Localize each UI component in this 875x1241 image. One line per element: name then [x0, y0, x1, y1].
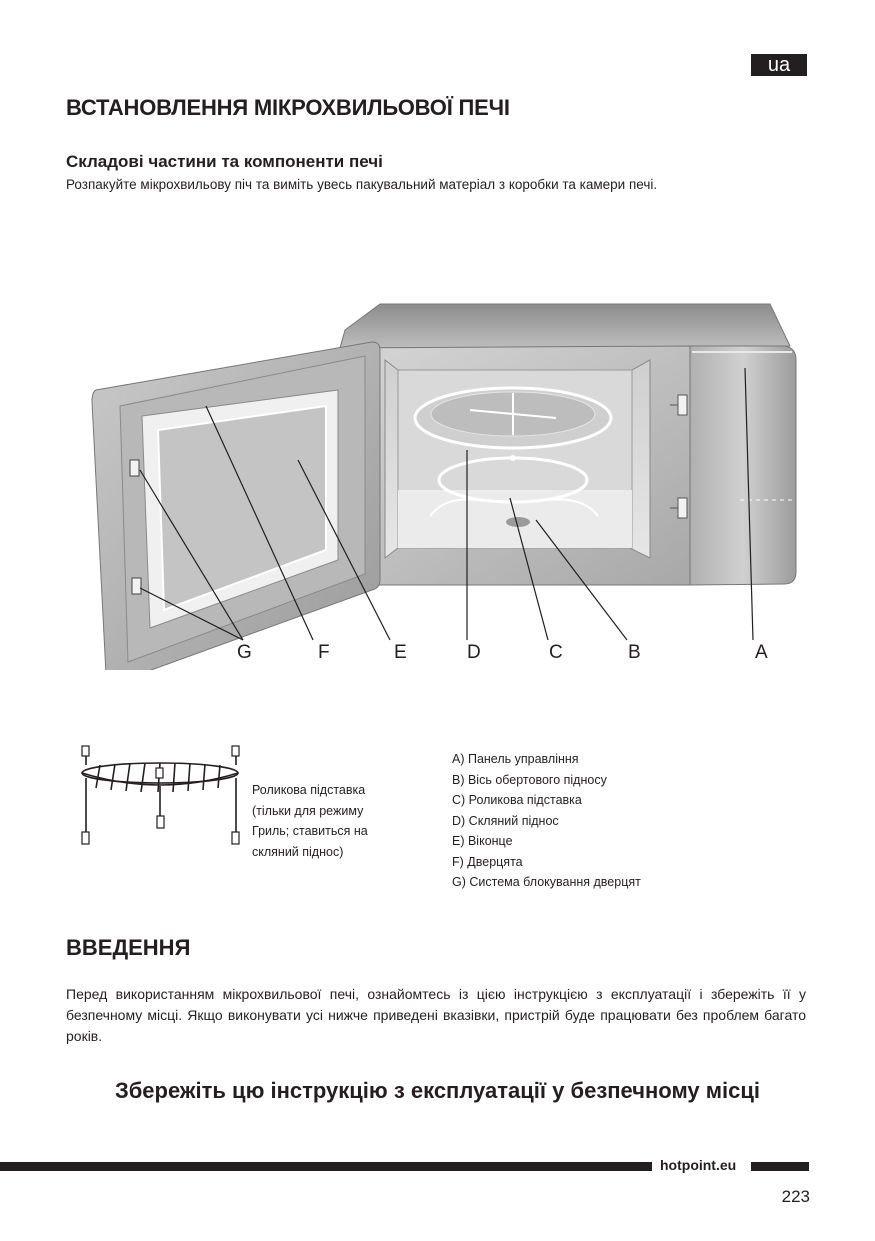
unpack-instruction: Розпакуйте мікрохвильову піч та виміть увесь пакувальний матеріал з коробки та камери печі. — [66, 177, 658, 192]
roller-stand-illustration — [70, 740, 250, 860]
roller-stand-caption — [252, 780, 402, 862]
legend-item: C) Роликова підставка — [452, 793, 582, 807]
legend-item: B) Вісь обертового підносу — [452, 772, 607, 787]
caption-line: (тільки для режиму — [252, 803, 364, 818]
legend-item: G) Система блокування дверцят — [452, 875, 641, 889]
legend-item: A) Панель управління — [452, 752, 579, 766]
footer-rule-left — [0, 1162, 652, 1171]
label-g: G — [237, 642, 252, 663]
page-number: 223 — [781, 1187, 810, 1206]
label-e: E — [394, 642, 407, 663]
parts-legend — [452, 749, 641, 893]
introduction-heading: ВВЕДЕННЯ — [66, 935, 191, 960]
introduction-text: Перед використанням мікрохвильової печі, ознайомтесь із цією інструкцією з експлуатації і збережіть її у безпечному місці. Якщо виконувати усі нижче приведені вказівки, пристрій буде працювати без проблем багато років. — [66, 986, 806, 1044]
language-badge: ua — [751, 54, 807, 76]
label-b: B — [628, 642, 641, 663]
legend-item: F) Дверцята — [452, 854, 523, 869]
page-title: ВСТАНОВЛЕННЯ МІКРОХВИЛЬОВОЇ ПЕЧІ — [66, 95, 510, 120]
caption-line: Гриль; ставиться на — [252, 824, 368, 838]
turntable-shaft — [506, 517, 530, 527]
label-a: A — [755, 642, 768, 663]
section-subtitle: Складові частини та компоненти печі — [66, 152, 383, 171]
label-d: D — [467, 642, 481, 663]
footer-website: hotpoint.eu — [660, 1157, 737, 1173]
label-c: C — [549, 642, 563, 663]
caption-line: скляний піднос) — [252, 844, 344, 859]
legend-item: D) Скляний піднос — [452, 813, 559, 828]
caption-line: Роликова підставка — [252, 783, 366, 797]
label-f: F — [318, 642, 330, 663]
safekeeping-notice: Збережіть цю інструкцію з експлуатації у безпечному місці — [114, 1078, 761, 1103]
oven-top — [340, 304, 790, 348]
microwave-diagram — [0, 290, 875, 670]
footer-rule-right — [751, 1162, 809, 1171]
control-panel — [690, 346, 796, 585]
legend-item: E) Віконце — [452, 834, 513, 848]
